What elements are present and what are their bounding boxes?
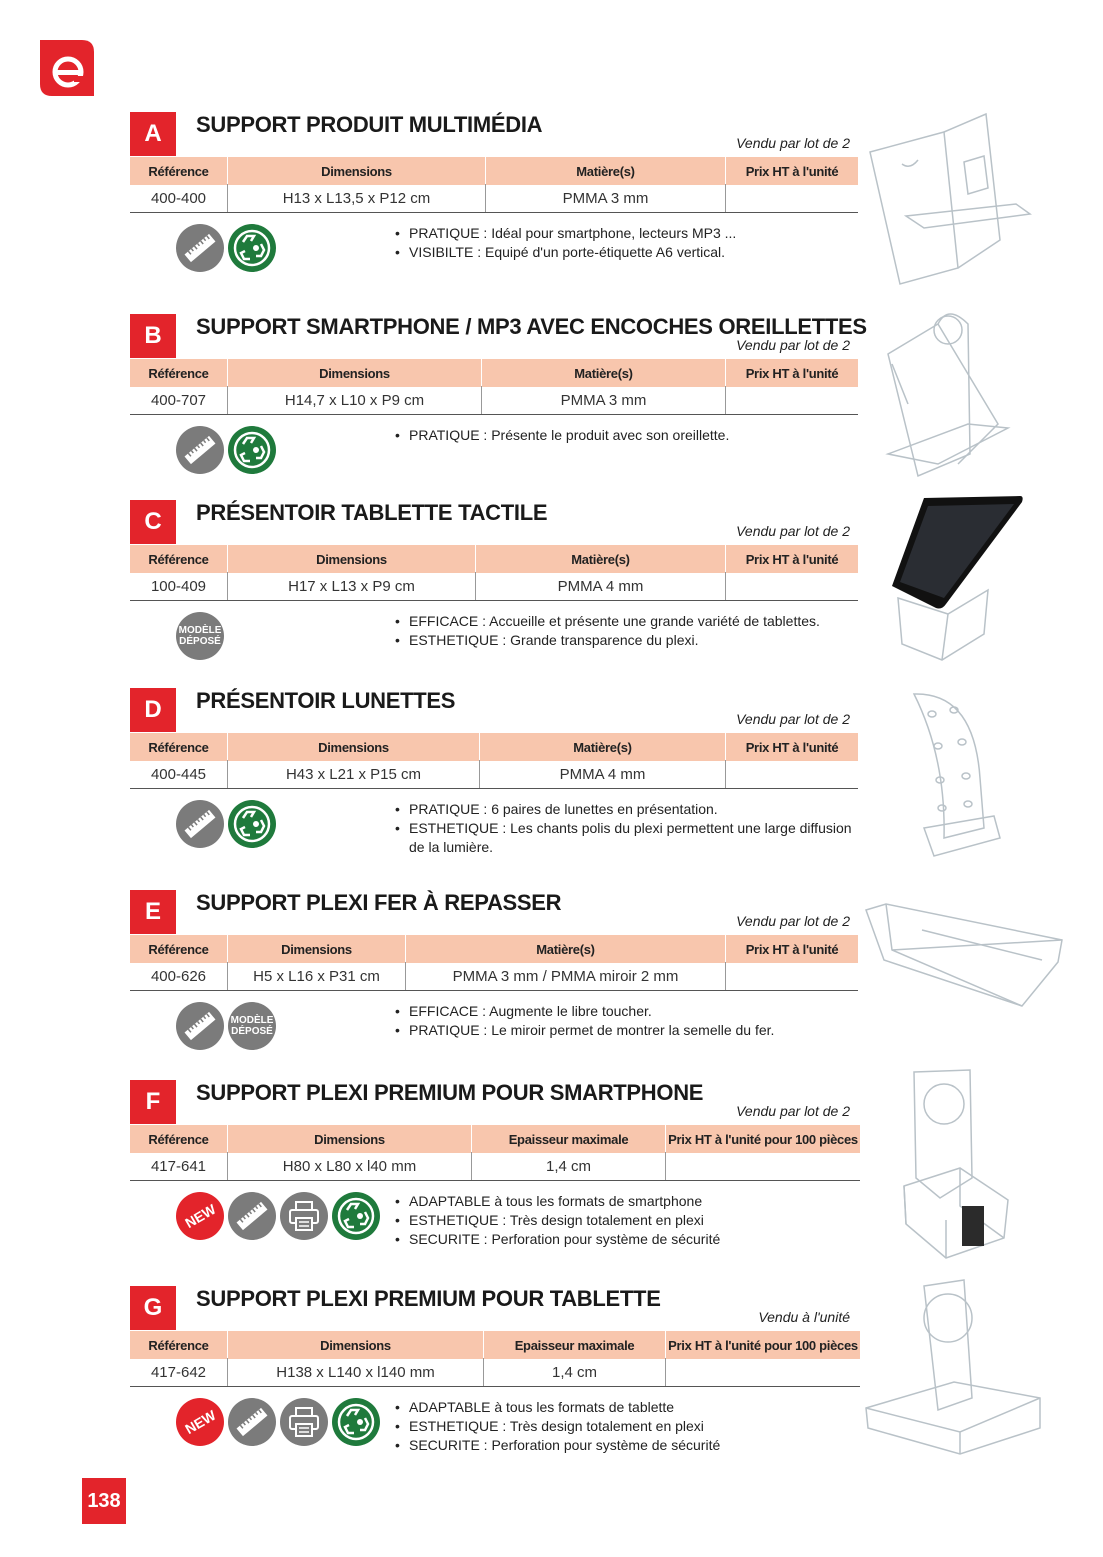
recycle-icon	[228, 800, 276, 848]
cell-reference: 400-400	[130, 184, 228, 212]
recycle-icon	[228, 426, 276, 474]
product-image-e	[862, 900, 1068, 1012]
modele-depose-badge: MODÈLE DÉPOSÉ	[228, 1002, 276, 1050]
feature-icons	[176, 612, 224, 660]
sold-by: Vendu par lot de 2	[736, 711, 850, 727]
cell-dimensions: H14,7 x L10 x P9 cm	[228, 386, 482, 414]
product-letter: D	[130, 688, 176, 732]
col-price: Prix HT à l'unité	[745, 163, 839, 179]
ruler-icon	[176, 1002, 224, 1050]
col-price: Prix HT à l'unité	[745, 365, 839, 381]
cell-price	[666, 1152, 860, 1180]
list-item: • PRATIQUE : Idéal pour smartphone, lecteurs MP3 ...	[395, 224, 865, 243]
list-item: • PRATIQUE : Présente le produit avec son oreillette.	[395, 426, 865, 445]
feature-icons	[176, 800, 276, 848]
table-header	[130, 156, 858, 185]
feature-list	[395, 800, 865, 857]
product-image-a	[866, 108, 1046, 288]
feature-icons	[176, 1002, 276, 1050]
sold-by: Vendu par lot de 2	[736, 337, 850, 353]
table-row	[130, 1152, 860, 1181]
col-dimensions: Dimensions	[228, 935, 406, 963]
table-header	[130, 358, 858, 387]
col-dimensions: Dimensions	[228, 1331, 484, 1359]
table-row	[130, 962, 858, 991]
table-header	[130, 732, 858, 761]
new-badge: NEW	[176, 1398, 224, 1446]
feature-list	[395, 426, 865, 445]
cell-price	[666, 1358, 860, 1386]
product-title: PRÉSENTOIR LUNETTES	[196, 688, 456, 713]
col-reference: Référence	[130, 935, 228, 963]
col-reference: Référence	[130, 359, 228, 387]
feature-list	[395, 1002, 865, 1040]
feature-list	[395, 1192, 865, 1249]
sold-by: Vendu par lot de 2	[736, 523, 850, 539]
col-epaisseur: Epaisseur maximale	[484, 1331, 666, 1359]
brand-logo	[40, 40, 94, 96]
cell-reference: 417-642	[130, 1358, 228, 1386]
cell-epaisseur: 1,4 cm	[472, 1152, 666, 1180]
col-price: Prix HT à l'unité	[745, 941, 839, 957]
table-header	[130, 1330, 860, 1359]
col-price: Prix HT à l'unité	[745, 551, 839, 567]
cell-epaisseur: 1,4 cm	[484, 1358, 666, 1386]
sold-by: Vendu à l'unité	[758, 1309, 850, 1325]
product-letter: A	[130, 112, 176, 156]
modele-depose-badge: MODÈLE DÉPOSÉ	[176, 612, 224, 660]
col-dimensions: Dimensions	[228, 157, 486, 185]
table-header	[130, 1124, 860, 1153]
product-letter: G	[130, 1286, 176, 1330]
feature-list	[395, 1398, 865, 1455]
cell-reference: 400-626	[130, 962, 228, 990]
cell-reference: 100-409	[130, 572, 228, 600]
list-item: • ADAPTABLE à tous les formats de tablette	[395, 1398, 865, 1417]
list-item: • PRATIQUE : Le miroir permet de montrer la semelle du fer.	[395, 1021, 865, 1040]
feature-icons	[176, 224, 276, 272]
cell-price	[726, 572, 858, 600]
col-reference: Référence	[130, 1331, 228, 1359]
feature-icons	[176, 1398, 380, 1446]
cell-matiere: PMMA 4 mm	[480, 760, 726, 788]
recycle-icon	[228, 224, 276, 272]
col-dimensions: Dimensions	[228, 545, 476, 573]
table-row	[130, 184, 858, 213]
cell-matiere: PMMA 4 mm	[476, 572, 726, 600]
list-item: • ESTHETIQUE : Grande transparence du plexi.	[395, 631, 865, 650]
printer-icon	[280, 1192, 328, 1240]
table-row	[130, 572, 858, 601]
col-matiere: Matière(s)	[406, 935, 726, 963]
table-row	[130, 760, 858, 789]
cell-price	[726, 184, 858, 212]
col-epaisseur: Epaisseur maximale	[472, 1125, 666, 1153]
list-item: • ESTHETIQUE : Très design totalement en plexi	[395, 1211, 865, 1230]
product-image-c	[888, 494, 1028, 664]
table-row	[130, 386, 858, 415]
product-letter: E	[130, 890, 176, 934]
table-header	[130, 934, 858, 963]
list-item: • SECURITE : Perforation pour système de sécurité	[395, 1230, 865, 1249]
col-reference: Référence	[130, 157, 228, 185]
list-item: • EFFICACE : Augmente le libre toucher.	[395, 1002, 865, 1021]
product-image-d	[904, 688, 1004, 860]
col-dimensions: Dimensions	[228, 359, 482, 387]
feature-list	[395, 224, 865, 262]
product-image-b	[878, 304, 1028, 484]
col-matiere: Matière(s)	[482, 359, 726, 387]
cell-price	[726, 386, 858, 414]
list-item: • EFFICACE : Accueille et présente une grande variété de tablettes.	[395, 612, 865, 631]
sold-by: Vendu par lot de 2	[736, 913, 850, 929]
feature-icons	[176, 1192, 380, 1240]
col-price: Prix HT à l'unité pour 100 pièces	[668, 1337, 858, 1353]
cell-dimensions: H138 x L140 x l140 mm	[228, 1358, 484, 1386]
col-price: Prix HT à l'unité pour 100 pièces	[668, 1131, 858, 1147]
feature-list	[395, 612, 865, 650]
ruler-icon	[176, 800, 224, 848]
col-dimensions: Dimensions	[228, 1125, 472, 1153]
cell-matiere: PMMA 3 mm / PMMA miroir 2 mm	[406, 962, 726, 990]
product-title: SUPPORT PRODUIT MULTIMÉDIA	[196, 112, 543, 137]
list-item: • ESTHETIQUE : Les chants polis du plexi permettent une large diffusion de la lumière.	[395, 819, 865, 857]
sold-by: Vendu par lot de 2	[736, 1103, 850, 1119]
list-item: • SECURITE : Perforation pour système de sécurité	[395, 1436, 865, 1455]
col-price: Prix HT à l'unité	[745, 739, 839, 755]
product-image-f	[900, 1068, 1020, 1260]
printer-icon	[280, 1398, 328, 1446]
product-image-g	[864, 1278, 1044, 1458]
table-header	[130, 544, 858, 573]
list-item: • ADAPTABLE à tous les formats de smartphone	[395, 1192, 865, 1211]
ruler-icon	[176, 426, 224, 474]
cell-dimensions: H17 x L13 x P9 cm	[228, 572, 476, 600]
recycle-icon	[332, 1192, 380, 1240]
product-letter: B	[130, 314, 176, 358]
product-letter: C	[130, 500, 176, 544]
ruler-icon	[176, 224, 224, 272]
product-title: SUPPORT PLEXI PREMIUM POUR SMARTPHONE	[196, 1080, 704, 1105]
new-badge: NEW	[176, 1192, 224, 1240]
cell-price	[726, 760, 858, 788]
cell-reference: 417-641	[130, 1152, 228, 1180]
ruler-icon	[228, 1192, 276, 1240]
list-item: • ESTHETIQUE : Très design totalement en plexi	[395, 1417, 865, 1436]
product-title: SUPPORT PLEXI FER À REPASSER	[196, 890, 562, 915]
cell-price	[726, 962, 858, 990]
product-title: SUPPORT SMARTPHONE / MP3 AVEC ENCOCHES OREILLETTES	[196, 314, 867, 339]
col-dimensions: Dimensions	[228, 733, 480, 761]
col-matiere: Matière(s)	[476, 545, 726, 573]
cell-reference: 400-707	[130, 386, 228, 414]
cell-dimensions: H43 x L21 x P15 cm	[228, 760, 480, 788]
page-number: 138	[82, 1478, 126, 1524]
product-letter: F	[130, 1080, 176, 1124]
cell-reference: 400-445	[130, 760, 228, 788]
col-matiere: Matière(s)	[480, 733, 726, 761]
list-item: • PRATIQUE : 6 paires de lunettes en présentation.	[395, 800, 865, 819]
cell-matiere: PMMA 3 mm	[486, 184, 726, 212]
col-reference: Référence	[130, 1125, 228, 1153]
feature-icons	[176, 426, 276, 474]
cell-dimensions: H13 x L13,5 x P12 cm	[228, 184, 486, 212]
col-matiere: Matière(s)	[486, 157, 726, 185]
list-item: • VISIBILTE : Equipé d'un porte-étiquette A6 vertical.	[395, 243, 865, 262]
product-title: PRÉSENTOIR TABLETTE TACTILE	[196, 500, 548, 525]
recycle-icon	[332, 1398, 380, 1446]
col-reference: Référence	[130, 733, 228, 761]
table-row	[130, 1358, 860, 1387]
col-reference: Référence	[130, 545, 228, 573]
cell-matiere: PMMA 3 mm	[482, 386, 726, 414]
sold-by: Vendu par lot de 2	[736, 135, 850, 151]
ruler-icon	[228, 1398, 276, 1446]
cell-dimensions: H80 x L80 x l40 mm	[228, 1152, 472, 1180]
product-title: SUPPORT PLEXI PREMIUM POUR TABLETTE	[196, 1286, 661, 1311]
cell-dimensions: H5 x L16 x P31 cm	[228, 962, 406, 990]
